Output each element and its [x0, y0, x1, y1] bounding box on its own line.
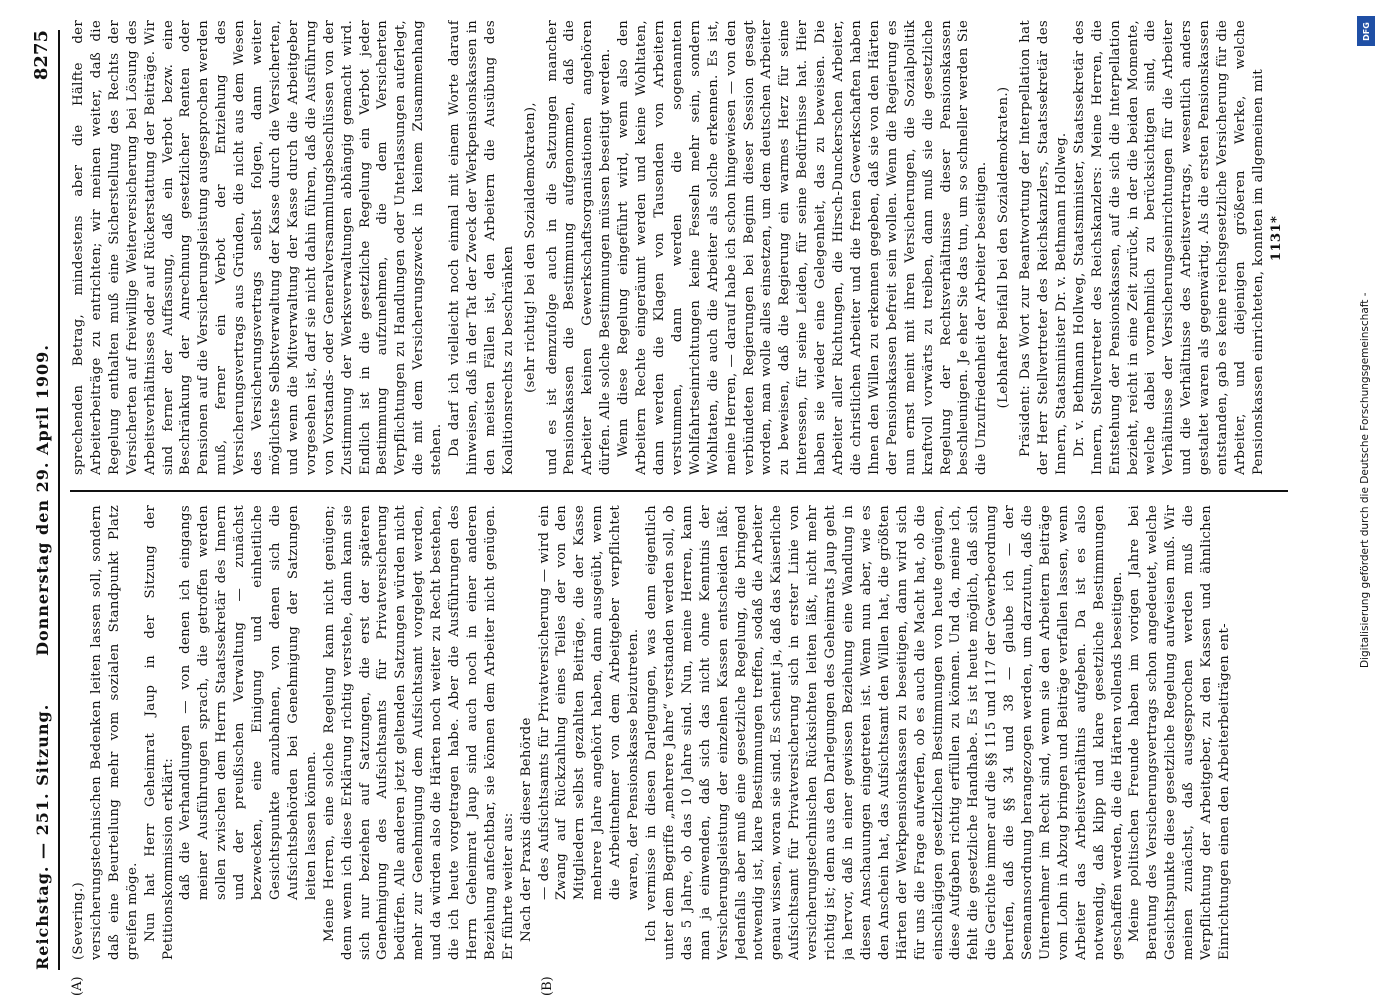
two-column-body	[70, 20, 1288, 996]
speech-paragraph: Dr. v. Bethmann Hollweg, Staatsminister, Staatssekretär des Innern, Stellvertreter des Reichskanzlers: Meine Herren, die Entstehung der Pensionskassen, auf die sich die Interpellation bezieht, reicht in eine Zeit zurück, in der die beiden Momente, welche dabei vornehmlich zu berücksichtigen sind, die Verhältnisse der Versicherungseinrichtungen für die Arbeiter und die Verhältnisse des Arbeitsvertrags, wesentlich anders gestaltet waren als gegenwärtig. Als die ersten Pensionskassen entstanden, gab es keine reichsgesetzliche Versicherung für die Arbeiter, und diejenigen größeren Werke, welche Pensionskassen einrichteten, konnten im allgemeinen mit	[1071, 20, 1266, 475]
paragraph: versicherungstechnischen Bedenken leiten lassen soll, sondern daß eine Beurteilung mehr vom sozialen Standpunkt Platz greifen möge.	[88, 505, 140, 960]
page-header	[18, 30, 60, 970]
column-divider	[70, 490, 1288, 492]
dfg-logo: DFG	[1357, 16, 1375, 46]
margin-marker-a: (A)	[70, 976, 85, 996]
interjection: (sehr richtig! bei den Sozialdemokraten),	[522, 102, 538, 393]
paragraph: Nun hat Herr Geheimrat Jaup in der Sitzung der Petitionskommission erklärt:	[142, 505, 176, 960]
right-column	[70, 20, 1288, 475]
paragraph: Wenn diese Regelung eingeführt wird, wenn also den Arbeitern Rechte eingeräumt werden und keine Wohltaten, dann werden die Klagen von Tausenden von Arbeitern verstummen, dann werden die sogenannten Wohlfahrtseinrichtungen keine Fesseln mehr sein, sondern Wohltaten, die auch die Arbeiter als solche erkennen. Es ist, meine Herren, — darauf habe ich schon hingewiesen — von den verbündeten Regierungen bei Beginn dieser Session gesagt worden, man wolle alles einsetzen, um dem deutschen Arbeiter zu beweisen, daß die Regierung ein warmes Herz für seine Interessen, für seine Leiden, für seine Bedürfnisse hat. Hier haben sie wieder eine Gelegenheit, das zu beweisen. Die Arbeiter aller Richtungen, die Hirsch-Dunckerschen Arbeiter, die christlichen Arbeiter und die freien Gewerkschaften haben Ihnen den Willen zu erkennen gegeben, daß sie von den Härten der Pensionskassen befreit sein wollen. Wenn die Regierung es nun ernst meint mit ihren Versicherungen, die Sozialpolitik kraftvoll vorwärts zu treiben, dann muß sie die gesetzliche Regelung der Rechtsverhältnisse dieser Pensionskassen beschleunigen. Je eher Sie das tun, um so schneller werden Sie die Unzufriedenheit der Arbeiter beseitigen.	[616, 20, 990, 475]
page-number: 8275	[31, 30, 52, 81]
interjection: (Lebhafter Beifall bei den Sozialdemokraten.)	[996, 86, 1012, 409]
paragraph: und es ist demzufolge auch in die Satzungen mancher Pensionskassen die Bestimmung aufgenommen, daß die Arbeiter keinen Gewerkschaftsorganisationen angehören dürfen. Alle solche Bestimmungen müssen beseitigt werden.	[544, 20, 614, 475]
paragraph: Nach der Praxis dieser Behörde	[518, 717, 534, 942]
paragraph: Meine politischen Freunde haben im vorigen Jahre bei Beratung des Versicherungsvertrags schon angedeutet, welche Gesichtspunkte diese gesetzliche Regelung aufweisen muß. Wir meinen zunächst, daß ausgesprochen werden muß die Verpflichtung der Arbeitgeber, zu den Kassen und ähnlichen Einrichtungen einen den Arbeiterbeiträgen ent-	[1127, 505, 1232, 960]
left-column	[70, 505, 1288, 960]
header-date: Donnerstag den 29. April 1909.	[33, 344, 52, 656]
president-paragraph: Präsident: Das Wort zur Beantwortung der Interpellation hat der Herr Stellvertreter des Reichskanzlers, Staatssekretär des Innern, Staatsminister Dr. v. Bethmann Hollweg.	[1018, 20, 1069, 475]
paragraph: Meine Herren, eine solche Regelung kann nicht genügen; denn wenn ich diese Erklärung richtig verstehe, dann kann sie sich nur beziehen auf Satzungen, die erst der späteren Genehmigung des Aufsichtsamts für Privatversicherung bedürfen. Alle anderen jetzt geltenden Satzungen würden nicht mehr zur Genehmigung dem Aufsichtsamt vorgelegt werden, und da würden also die Härten noch weiter zu Recht bestehen, die ich heute vorgetragen habe. Aber die Ausführungen des Herrn Geheimrat Jaup sind auch noch in einer anderen Beziehung anfechtbar, sie können dem Arbeiter nicht genügen. Er führte weiter aus:	[321, 505, 516, 960]
signature-mark: 1131*	[1268, 215, 1284, 262]
block-quote: — des Aufsichtsamts für Privatversicherung — wird ein Zwang auf Rückzahlung eines Teiles der von den Mitgliedern selbst gezahlten Beiträge, die der Kasse mehrere Jahre angehört haben, dann ausgeübt, wenn die Arbeitnehmer von dem Arbeitgeber verpflichtet waren, der Pensionskasse beizutreten.	[536, 505, 642, 900]
paragraph: Ich vermisse in diesen Darlegungen, was denn eigentlich unter dem Begriffe „mehrere Jahre“ verstanden werden soll, ob das 5 Jahre, ob das 10 Jahre sind. Nun, meine Herren, kann man ja einwenden, daß sich das nicht ohne Kenntnis der Versicherungsleistung der einzelnen Kassen entscheiden läßt. Jedenfalls aber muß eine gesetzliche Regelung, die bringend notwendig ist, klare Bestimmungen treffen, sodaß die Arbeiter genau wissen, woran sie sind. Es scheint ja, daß das Kaiserliche Aufsichtsamt für Privatversicherung sich in erster Linie von versicherungstechnischen Rücksichten leiten läßt, nicht mehr richtig ist; denn aus den Darlegungen des Geheimrats Jaup geht ja hervor, daß in einer gewissen Beziehung eine Wandlung in diesen Anschauungen eingetreten ist. Wenn nun aber, wie es den Anschein hat, das Aufsichtsamt den Willen hat, die größten Härten der Werkpensionskassen zu beseitigen, dann wird sich für uns die Frage aufwerfen, ob es auch die Macht hat, ob die einschlägigen gesetzlichen Bestimmungen von heute genügen, diese Aufgaben richtig erfüllen zu können. Und da, meine ich, fehlt die gesetzliche Handhabe. Es ist heute möglich, daß sich die Gerichte immer auf die §§ 115 und 117 der Gewerbeordnung berufen, daß die §§ 34 und 38 — glaube ich — der Seemannsordnung herangezogen werden, um darzutun, daß die Unternehmer im Recht sind, wenn sie den Arbeitern Beiträge vom Lohn in Abzug bringen und Beiträge verfallen lassen, wenn Arbeiter das Arbeitsverhältnis aufgeben. Da ist es also notwendig, daß klipp und klare gesetzliche Bestimmungen geschaffen werden, die die Härten vollends beseitigen.	[644, 505, 1125, 960]
paragraph: sprechenden Betrag, mindestens aber die Hälfte der Arbeiterbeiträge zu entrichten; wir meinen weiter, daß die Regelung enthalten muß eine Sicherstellung des Rechts der Versicherten auf freiwillige Weiterversicherung bei Lösung des Arbeitsverhältnisses oder auf Rückerstattung der Beiträge. Wir sind ferner der Auffassung, daß ein Verbot bezw. eine Beschränkung der Anrechnung gesetzlicher Renten oder Pensionen auf die Versicherungsleistung ausgesprochen werden muß, ferner ein Verbot der Entziehung des Versicherungsvertrags aus Gründen, die nicht aus dem Wesen des Versicherungsvertrags selbst folgen, dann weiter möglichste Selbstverwaltung der Kasse durch die Versicherten, und wenn die Mitverwaltung der Kasse durch die Arbeitgeber vorgesehen ist, darf sie nicht dahin führen, daß die Ausführung von Vorstands- oder Generalversammlungsbeschlüssen von der Zustimmung der Werksverwaltungen abhängig gemacht wird. Endlich ist in die gesetzliche Regelung ein Verbot jeder Bestimmung aufzunehmen, die dem Versicherten Verpflichtungen zu Handlungen oder Unterlassungen auferlegt, die mit dem Versicherungszweck in keinem Zusammenhang stehen.	[71, 20, 445, 475]
block-quote: daß die Verhandlungen — von denen ich eingangs meiner Ausführungen sprach, die getroffen werden sollen zwischen dem Herrn Staatssekretär des Innern und der preußischen Verwaltung — zunächst bezwecken, eine Einigung und einheitliche Gesichtspunkte anzubahnen, von denen sich die Aufsichtsbehörden bei Genehmigung der Satzungen leiten lassen können.	[178, 505, 319, 900]
digitization-credit	[1357, 8, 1377, 668]
speaker-tag: (Severing.)	[71, 882, 86, 960]
margin-marker-b: (B)	[540, 976, 555, 996]
paragraph: Da darf ich vielleicht noch einmal mit einem Worte darauf hinweisen, daß in der Tat der Zweck der Werkpensionskassen in den meisten Fällen ist, den Arbeitern die Ausübung des Koalitionsrechts zu beschränken	[447, 20, 516, 475]
credit-text: Digitalisierung gefördert durch die Deutsche Forschungsgemeinschaft -	[1359, 292, 1371, 668]
header-left-title: Reichstag. — 251. Sitzung.	[33, 703, 52, 970]
